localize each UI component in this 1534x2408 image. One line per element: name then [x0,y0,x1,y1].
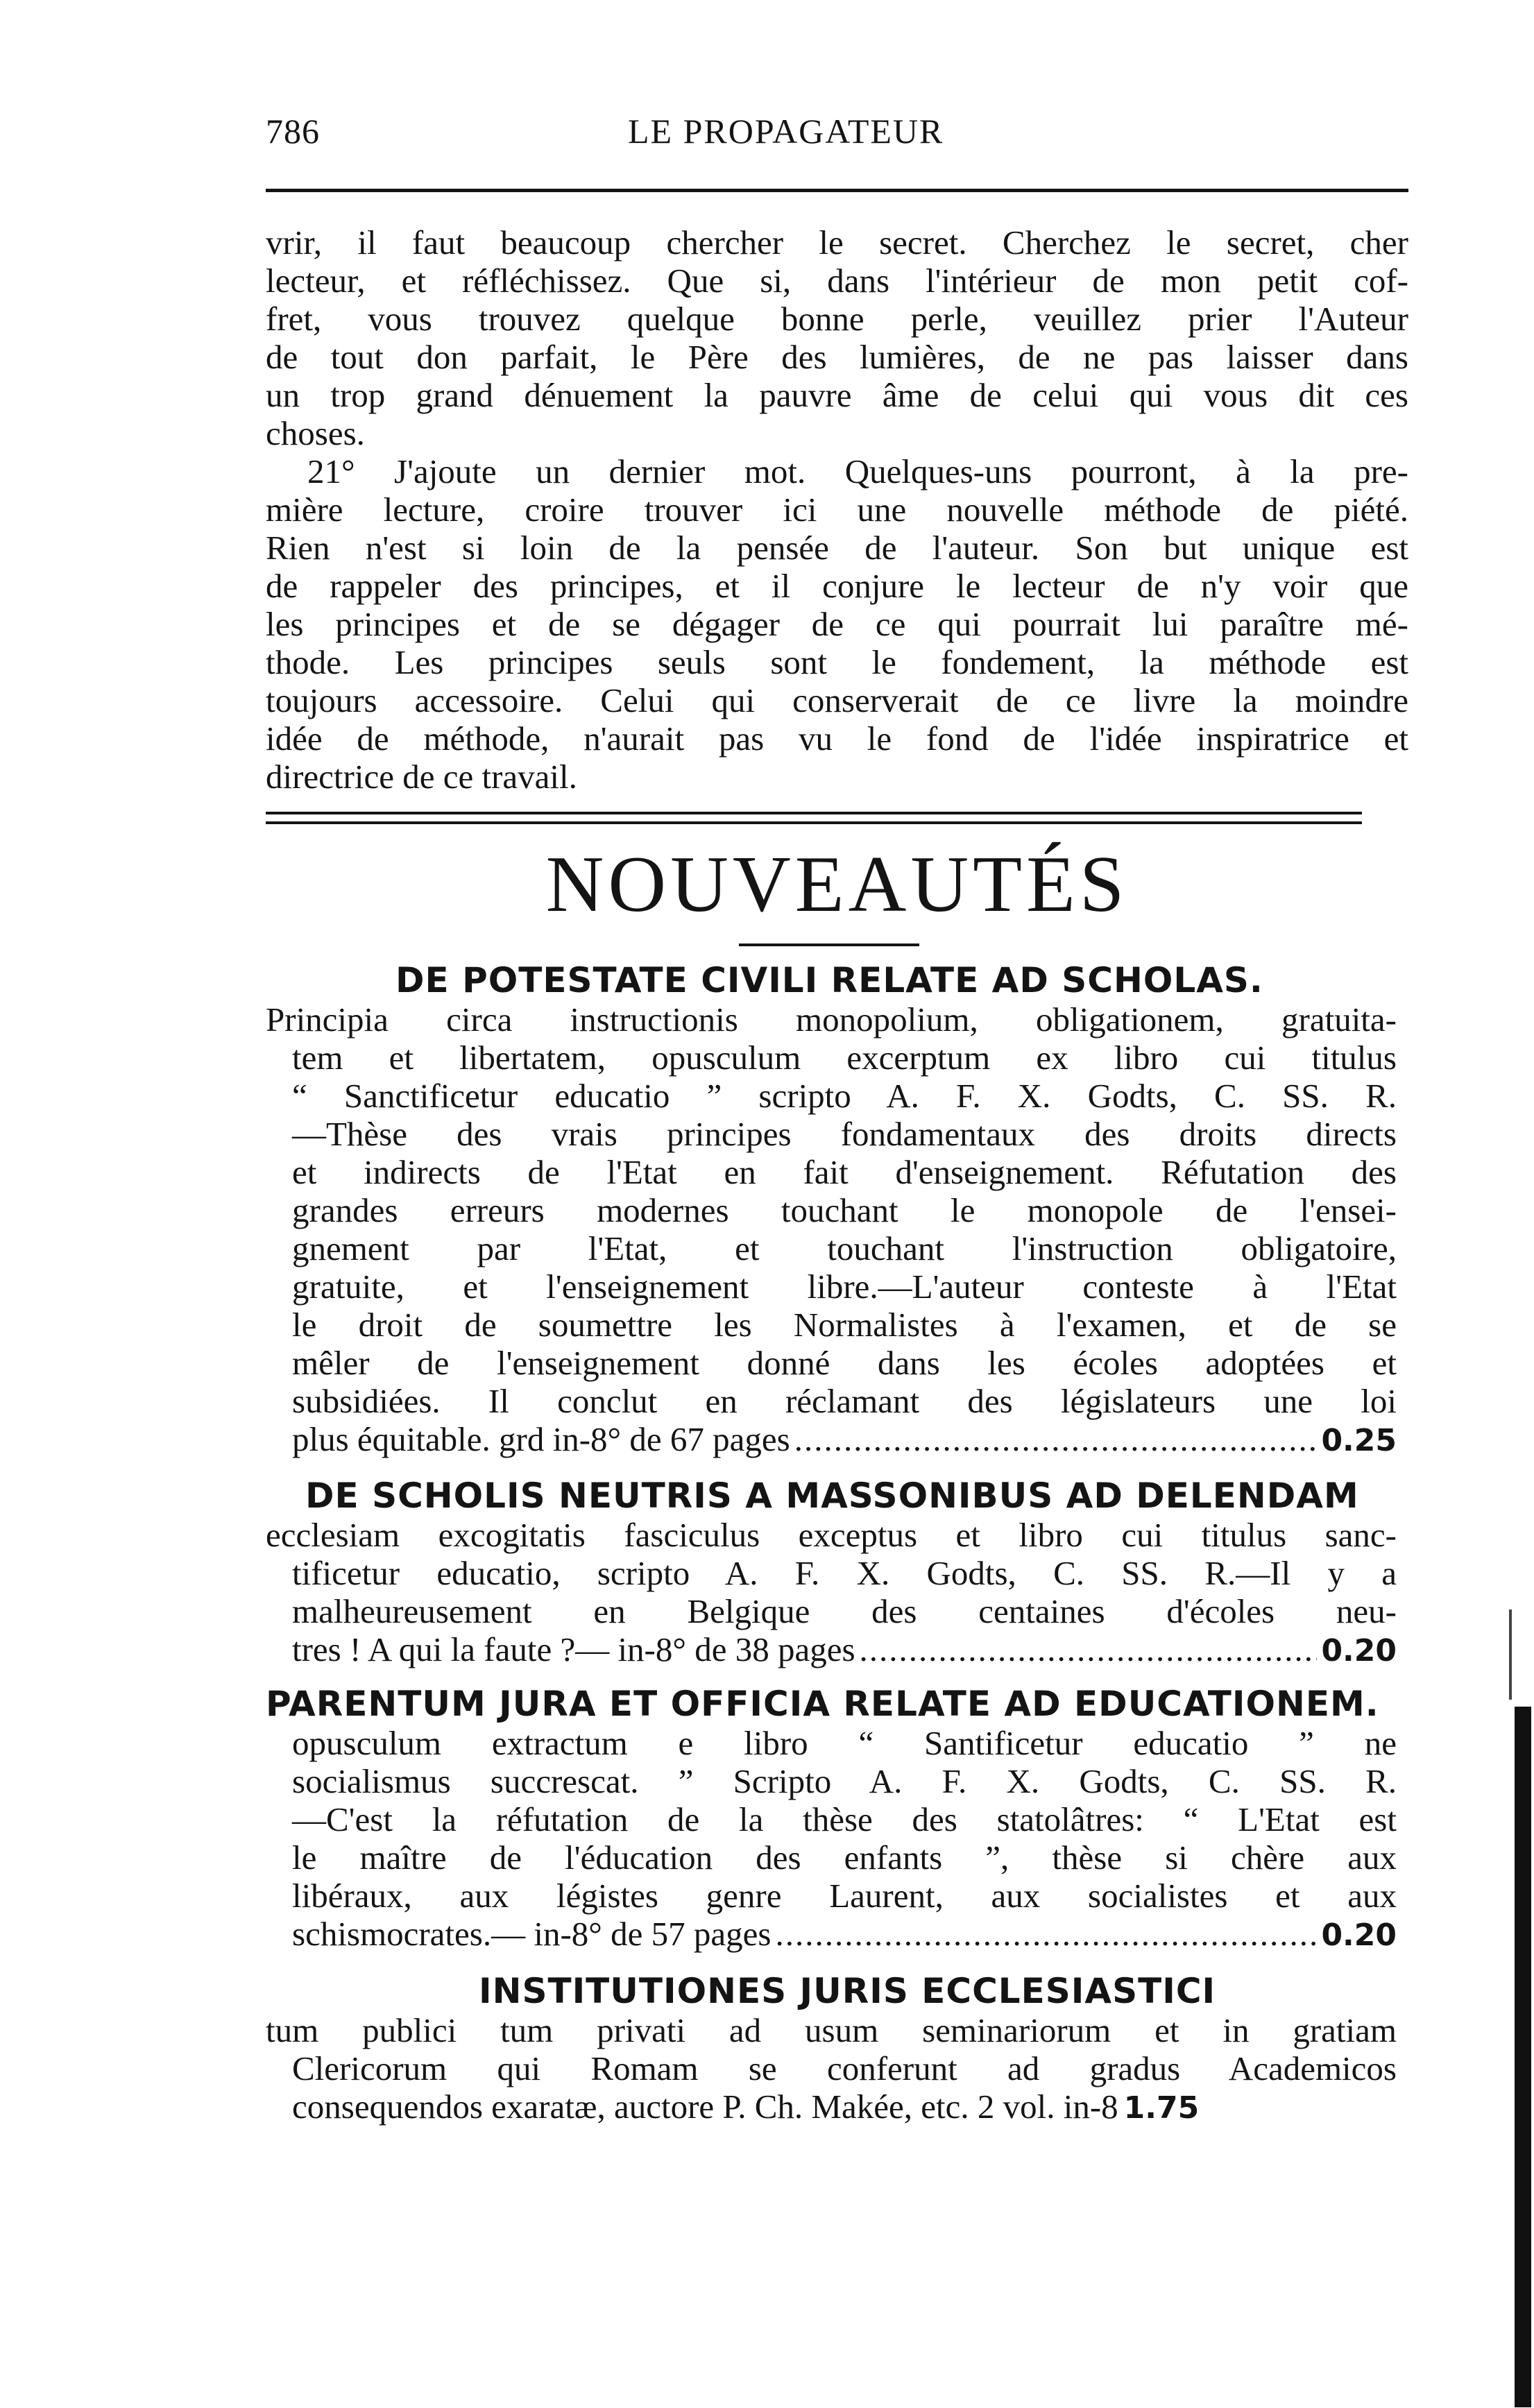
entry-title: DE POTESTATE CIVILI RELATE AD SCHOLAS. [395,960,1263,1000]
scan-edge-mark [1509,1609,1512,1700]
text-line: 21° J'ajoute un dernier mot. Quelques-uns pourront, à la pre- [307,452,1408,490]
entry-line: Clericorum qui Romam se conferunt ad gradus Academicos [292,2049,1397,2087]
price: 0.25 [1321,1423,1397,1458]
entry-line: —C'est la réfutation de la thèse des statolâtres: “ L'Etat est [292,1800,1397,1838]
dot-leader [794,1420,1318,1458]
text-line: idée de méthode, n'aurait pas vu le fond de l'idée inspiratrice et [266,719,1408,758]
entry-title: INSTITUTIONES JURIS ECCLESIASTICI [479,1971,1216,2011]
entry-line: malheureusement en Belgique des centaines d'écoles neu- [292,1592,1397,1630]
price-line [266,1420,1397,1458]
running-head: LE PROPAGATEUR [628,112,944,151]
page-number: 786 [266,112,320,151]
double-rule [266,812,1362,814]
text-line: un trop grand dénuement la pauvre âme de celui qui vous dit ces [266,376,1408,414]
price-description: tres ! A qui la faute ?— in-8° de 38 pages [292,1630,855,1668]
text-line: directrice de ce travail. [266,758,577,796]
title-rule [739,943,919,946]
entry-line: libéraux, aux légistes genre Laurent, aux socialistes et aux [292,1877,1397,1915]
scan-edge-bar [1515,1707,1531,2407]
dot-leader [775,1915,1317,1953]
entry-line: gratuite, et l'enseignement libre.—L'auteur conteste à l'Etat [292,1267,1397,1306]
entry-line: ecclesiam excogitatis fasciculus exceptus et libro cui titulus sanc- [266,1516,1397,1554]
entry-line: gnement par l'Etat, et touchant l'instruction obligatoire, [292,1229,1397,1267]
entry-line: Principia circa instructionis monopolium, obligationem, gratuita- [266,1000,1397,1039]
text-line: de tout don parfait, le Père des lumières, de ne pas laisser dans [266,338,1408,376]
paragraph-21 [266,452,1408,796]
price: 0.20 [1321,1918,1397,1953]
catalogue-entry [266,1516,1397,1668]
section-title: NOUVEAUTÉS [545,840,1129,929]
catalogue-entry [266,1000,1397,1458]
entry-line: grandes erreurs modernes touchant le monopole de l'ensei- [292,1191,1397,1229]
entry-line: tem et libertatem, opusculum excerptum ex libro cui titulus [292,1039,1397,1077]
text-line: choses. [266,414,365,452]
catalogue-entry [266,2011,1397,2126]
entry-line: et indirects de l'Etat en fait d'enseignement. Réfutation des [292,1153,1397,1191]
header-rule [266,189,1408,192]
price: 0.20 [1321,1633,1397,1668]
entry-line: socialismus succrescat. ” Scripto A. F. X. Godts, C. SS. R. [292,1762,1397,1800]
text-line: fret, vous trouvez quelque bonne perle, veuillez prier l'Auteur [266,300,1408,338]
entry-title: PARENTUM JURA ET OFFICIA RELATE AD EDUCATIONEM. [266,1684,1379,1724]
entry-line: le droit de soumettre les Normalistes à l'examen, et de se [292,1306,1397,1344]
text-line: mière lecture, croire trouver ici une nouvelle méthode de piété. [266,490,1408,529]
paragraph-continuation [266,223,1408,452]
entry-line: —Thèse des vrais principes fondamentaux des droits directs [292,1115,1397,1153]
text-line: vrir, il faut beaucoup chercher le secret. Cherchez le secret, cher [266,223,1408,262]
price-description: consequendos exaratæ, auctore P. Ch. Makée, etc. 2 vol. in-8 [292,2087,1118,2126]
text-line: lecteur, et réfléchissez. Que si, dans l'intérieur de mon petit cof- [266,262,1408,300]
entry-line: le maître de l'éducation des enfants ”, thèse si chère aux [292,1838,1397,1877]
entry-line: tum publici tum privati ad usum seminariorum et in gratiam [266,2011,1397,2049]
text-line: toujours accessoire. Celui qui conserverait de ce livre la moindre [266,681,1408,719]
catalogue-entry [266,1724,1397,1953]
price: 1.75 [1123,2090,1200,2126]
entry-line: opusculum extractum e libro “ Santificetur educatio ” ne [292,1724,1397,1762]
text-line: de rappeler des principes, et il conjure le lecteur de n'y voir que [266,567,1408,605]
price-description: plus équitable. grd in-8° de 67 pages [292,1420,790,1458]
text-line: Rien n'est si loin de la pensée de l'auteur. Son but unique est [266,529,1408,567]
price-line [266,2087,1397,2126]
double-rule [266,821,1362,824]
text-line: thode. Les principes seuls sont le fondement, la méthode est [266,643,1408,681]
price-line [266,1630,1397,1668]
entry-line: “ Sanctificetur educatio ” scripto A. F. X. Godts, C. SS. R. [292,1077,1397,1115]
entry-line: tificetur educatio, scripto A. F. X. Godts, C. SS. R.—Il y a [292,1554,1397,1592]
entry-line: mêler de l'enseignement donné dans les écoles adoptées et [292,1344,1397,1382]
price-description: schismocrates.— in-8° de 57 pages [292,1915,772,1953]
text-line: les principes et de se dégager de ce qui pourrait lui paraître mé- [266,605,1408,643]
entry-title: DE SCHOLIS NEUTRIS A MASSONIBUS AD DELENDAM [305,1476,1359,1516]
entry-line: subsidiées. Il conclut en réclamant des législateurs une loi [292,1382,1397,1420]
dot-leader [860,1630,1318,1668]
price-line [266,1915,1397,1953]
